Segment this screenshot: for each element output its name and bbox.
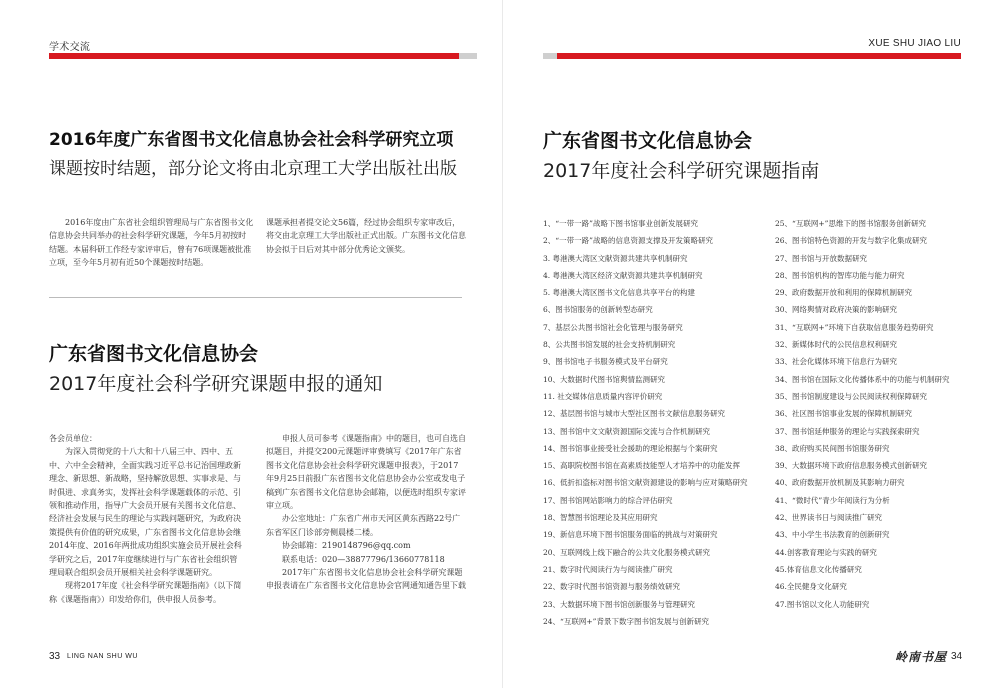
article2-col1-p3: 现将2017年度《社会科学研究课题指南》（以下简称《课题指南》）印发给你们，供申报人员参考。 [49,581,242,604]
topic-item: 46.全民健身文化研究 [775,582,847,592]
topic-item: 17、图书馆网站影响力的综合评估研究 [543,495,673,505]
topic-item: 38、政府购买民间图书馆服务研究 [775,443,890,453]
article2-col2 [266,432,466,593]
topic-item: 24、“互联网+”背景下数字图书馆发展与创新研究 [543,616,709,626]
left-page-number: 33 [49,651,61,662]
topic-item: 47.图书馆以文化人功能研究 [775,599,870,609]
article1-title-line2: 课题按时结题，部分论文将由北京理工大学出版社出版 [49,159,457,179]
topic-item: 21、数字时代阅读行为与阅读推广研究 [543,564,673,574]
topic-item: 31、“互联网+”环境下自获取信息服务趋势研究 [775,322,934,332]
topic-item: 42、世界读书日与阅读推广研究 [775,513,883,523]
section-divider [49,297,462,298]
article2-col2-email: 协会邮箱：2190148796@qq.com [282,541,411,551]
topic-item: 23、大数据环境下图书馆创新服务与管理研究 [543,599,696,609]
article2-col1-p2: 为深入贯彻党的十八大和十八届三中、四中、五中、六中全会精神，全面实践习近平总书记治国理政新理念、新思想、新战略，坚持解放思想、实事求是、与时俱进、求真务实，发挥社会科学课题载体的示范、引领和推动作用，指导广大会员开展有关图书文化信息、经济社会发展与民生的理论与实践问题研究，为政府决策提供有价值的研究成果，广东省图书文化信息协会继2014年度、2016年两批成功组织实施会员开展社会科学研究之后，2017年度继续进行与广东省社会组织管理局联合组织会员开展相关社会科学课题研究。 [49,447,242,578]
topic-item: 18、智慧图书馆理论及其应用研究 [543,513,658,523]
topic-item: 25、“互联网+”思维下的图书馆服务创新研究 [775,219,926,228]
article2-col2-p1: 申报人员可参考《课题指南》中的题目，也可自选自拟题目，并提交200元课题评审费填写《2017年广东省图书文化信息协会社会科学研究课题申报表》，于2017年9月25日前报广东省图书文化信息协会办公室或发电子稿到广东省图书文化信息协会邮箱，以便选时组织专家评审立项。 [266,434,466,511]
left-header-rule [49,53,477,59]
topic-item: 28、图书馆机构的智库功能与能力研究 [775,270,905,280]
topic-item: 40、政府数据开放机制及其影响力研究 [775,478,905,488]
article1-title-line1: 2016年度广东省图书文化信息协会社会科学研究立项 [49,130,454,150]
topic-item: 19、新信息环境下图书馆服务面临的挑战与对策研究 [543,530,718,540]
article2-col2-p5: 2017年广东省图书文化信息协会社会科学研究课题申报表请在广东省图书文化信息协会官网通知通告里下载 [266,568,466,591]
topic-item: 13、图书馆中文文献资源国际交流与合作机制研究 [543,426,711,436]
topic-item: 32、新媒体时代的公民信息权利研究 [775,340,898,350]
topic-item: 35、图书馆制度建设与公民阅读权利保障研究 [775,391,928,401]
topic-item: 29、政府数据开放和利用的保障机制研究 [775,288,913,298]
topic-item: 11. 社交媒体信息质量内容评价研究 [543,391,663,401]
topic-item: 7、基层公共图书馆社会化管理与服务研究 [543,322,683,332]
topic-item: 26、图书馆特色资源的开发与数字化集成研究 [775,236,928,246]
topic-item: 33、社会化媒体环境下信息行为研究 [775,357,898,367]
article2-title-line1: 广东省图书文化信息协会 [49,343,259,365]
topic-item: 12、基层图书馆与城市大型社区图书文献信息服务研究 [543,409,726,419]
topic-item: 43、中小学生书法教育的创新研究 [775,530,890,540]
left-page [0,0,503,688]
article2-col2-phone: 联系电话：020—38877796/13660778118 [282,554,445,564]
topic-item: 27、图书馆与开放数据研究 [775,253,868,263]
topic-item: 14、图书馆事业接受社会援助的理论根据与个案研究 [543,443,718,453]
topic-item: 34、图书馆在国际文化传播体系中的功能与机制研究 [775,374,950,384]
topic-item: 36、社区图书馆事业发展的保障机制研究 [775,409,913,419]
left-header-label: 学术交流 [49,42,91,53]
topic-item: 9、图书馆电子书服务模式及平台研究 [543,357,668,367]
topic-item: 16、低折扣盗标对图书馆文献资源建设的影响与应对策略研究 [543,478,748,488]
topic-item: 45.体育信息文化传播研究 [775,564,862,574]
magazine-logo: 岭南书屋 [895,650,948,664]
right-page-number: 34 [951,651,963,662]
topic-item: 6、图书馆服务的创新转型态研究 [543,305,653,315]
topic-item: 10、大数据时代图书馆舆情监测研究 [543,374,666,384]
article2-title-line2: 2017年度社会科学研究课题申报的通知 [49,373,383,395]
topic-item: 15、高职院校图书馆在高素质技能型人才培养中的功能发挥 [543,461,741,471]
topics-column-2 [775,215,975,613]
topic-item: 37、图书馆延伸服务的理论与实践探索研究 [775,426,920,436]
right-header-label: XUE SHU JIAO LIU [868,38,961,49]
topic-item: 20、互联网线上线下融合的公共文化服务模式研究 [543,547,711,557]
topic-item: 8、公共图书馆发展的社会支持机制研究 [543,340,676,350]
topic-item: 22、数字时代图书馆资源与服务绩效研究 [543,582,681,592]
topic-item: 44.创客教育理论与实践的研究 [775,547,877,557]
article1-col2 [266,216,468,256]
topic-item: 39、大数据环境下政府信息服务模式创新研究 [775,461,928,471]
article1-col1-text: 2016年度由广东省社会组织管理局与广东省图书文化信息协会共同举办的社会科学研究课题，今年5月初按时结题。本届科研工作经专家评审后，曾有76项课题被批准立项，至今年5月初有近50个课题按时结题。 [49,218,254,268]
right-page [503,0,1007,688]
topic-item: 4. 粤港澳大湾区经济文献资源共建共享机制研究 [543,270,703,280]
topic-item: 2、“一带一路”战略的信息资源支撑及开发策略研究 [543,236,713,246]
right-header-rule [543,53,961,59]
topic-item: 41、“微时代”青少年阅读行为分析 [775,495,890,505]
article2-col1 [49,432,244,606]
topic-item: 3. 粤港澳大湾区文献资源共建共享机制研究 [543,253,688,263]
article2-col2-p2: 办公室地址：广东省广州市天河区黄东西路22号广东省军区门诊部旁侧晨楼二楼。 [266,514,461,537]
article1-col1 [49,216,254,270]
article1-col2-text: 课题承担者提交论文56篇，经过协会组织专家审改后，将交由北京理工大学出版社正式出版。广东图书文化信息协会拟于日后对其中部分优秀论文颁奖。 [266,218,466,254]
left-footer-magazine: LING NAN SHU WU [67,653,138,660]
topics-column-1 [543,215,773,630]
guide-title-line2: 2017年度社会科学研究课题指南 [543,160,820,182]
topic-item: 5. 粤港澳大湾区图书文化信息共享平台的构建 [543,288,696,298]
topic-item: 30、网络舆情对政府决策的影响研究 [775,305,898,315]
article2-col1-p1: 各会员单位： [49,434,97,443]
guide-title-line1: 广东省图书文化信息协会 [543,130,753,152]
topic-item: 1、“一带一路”战略下图书馆事业创新发展研究 [543,219,698,228]
